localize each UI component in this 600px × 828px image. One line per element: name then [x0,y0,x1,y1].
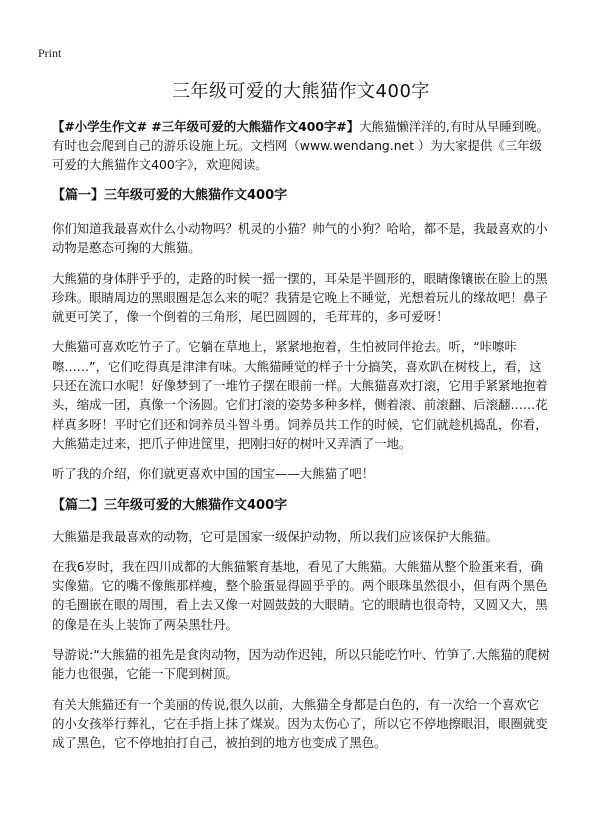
paragraph: 在我6岁时，我在四川成都的大熊猫繁育基地，看见了大熊猫。大熊猫从整个脸蛋来看，确实像猫。它的嘴不像熊那样瘦，整个脸蛋显得圆乎乎的。两个眼珠虽然很小，但有两个黑色的毛圈嵌在眼的周围，看上去又像一对圆鼓鼓的大眼睛。它的眼睛也很奇特，又圆又大，黑的像是在头上装饰了两朵黑牡丹。 [52,558,548,632]
paragraph: 大熊猫是我最喜欢的动物，它可是国家一级保护动物，所以我们应该保护大熊猫。 [52,528,499,544]
intro-tags: 【#小学生作文# #三年级可爱的大熊猫作文400字#】 [52,119,360,134]
paragraph: 你们知道我最喜欢什么小动物吗？机灵的小猫？帅气的小狗？哈哈，都不是，我最喜欢的小动物是憨态可掬的大熊猫。 [52,221,548,256]
paragraph: 大熊猫可喜欢吃竹子了。它躺在草地上，紧紧地抱着，生怕被同伴抢去。听，“咔嚓咔嚓……”，它们吃得真是津津有味。大熊猫睡觉的样子十分搞笑，喜欢趴在树枝上，看，这只还在流口水呢！好像梦到了一堆竹子摆在眼前一样。大熊猫喜欢打滚，它用手紧紧地抱着头，缩成一团，真像一个汤圆。它们打滚的姿势多种多样，侧着滚、前滚翻、后滚翻……花样真多呀！平时它们还和饲养员斗智斗勇。饲养员共工作的时候，它们就趁机捣乱，你看，大熊猫走过来，把爪子伸进筐里，把刚扫好的树叶又弄洒了一地。 [52,339,548,451]
paragraph: 导游说:“大熊猫的祖先是食肉动物，因为动作迟钝，所以只能吃竹叶、竹笋了.大熊猫的爬树能力也很强，它能一下爬到树顶。 [52,647,550,682]
intro-paragraph [52,117,550,174]
print-label: Print [38,46,62,60]
paragraph: 听了我的介绍，你们就更喜欢中国的国宝——大熊猫了吧！ [52,466,375,482]
paragraph: 有关大熊猫还有一个美丽的传说,很久以前，大熊猫全身都是白色的，有一次给一个喜欢它的小女孩举行葬礼，它在手指上抹了煤炭。因为太伤心了，所以它不停地擦眼泪，眼圈就变成了黑色，它不停地拍打自己，被拍到的地方也变成了黑色。 [52,696,548,751]
section-1 [52,186,550,484]
paragraph: 大熊猫的身体胖乎乎的，走路的时候一摇一摆的，耳朵是半圆形的，眼睛像镶嵌在脸上的黑珍珠。眼睛周边的黑眼圈是怎么来的呢？我猜是它晚上不睡觉，光想着玩儿的缘故吧！鼻子就更可笑了，像一个倒着的三角形，尾巴圆圆的，毛茸茸的，多可爱呀！ [52,270,548,325]
intro-text: 大熊猫懒洋洋的,有时从早睡到晚。有时也会爬到自己的游乐设施上玩。文档网（www.wendang.net ）为大家提供《三年级可爱的大熊猫作文400字》，欢迎阅读。 [52,119,549,172]
section-heading: 【篇二】三年级可爱的大熊猫作文400字 [52,497,288,513]
section-heading: 【篇一】三年级可爱的大熊猫作文400字 [52,188,288,203]
section-2 [52,496,550,753]
document-title: 三年级可爱的大熊猫作文400字 [172,81,430,102]
